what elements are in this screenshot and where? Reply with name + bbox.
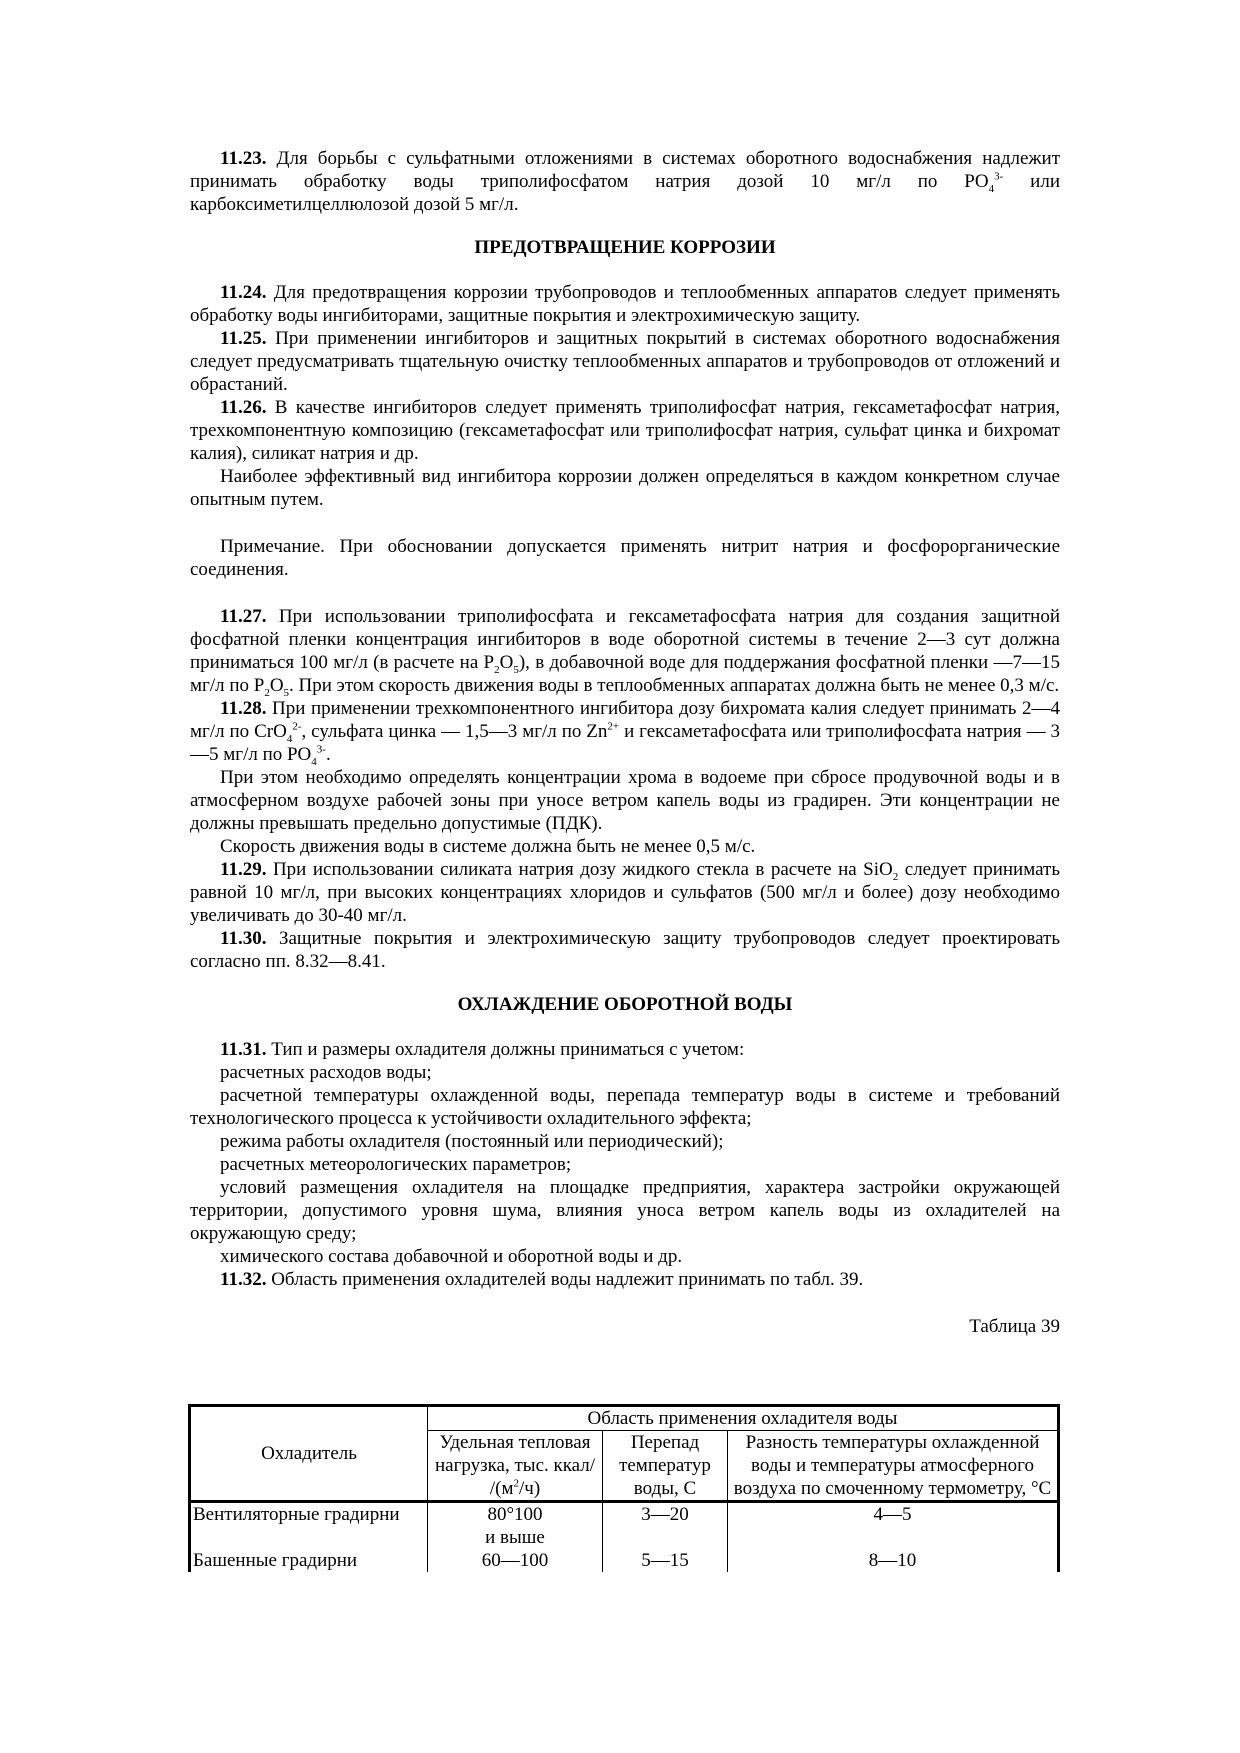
- cell-diff: 8—10: [728, 1549, 1059, 1572]
- list-item: химического состава добавочной и оборотной воды и др.: [220, 1246, 683, 1267]
- table-row: [190, 1502, 1059, 1550]
- list-item: условий размещения охладителя на площадке предприятия, характера застройки окружающей территории, допустимого уровня шума, влияния уноса ветром капель воды из охладителей на окружающую среду;: [190, 1177, 1060, 1244]
- table-row: [190, 1549, 1059, 1572]
- paragraph-11-30: 11.30. Защитные покрытия и электрохимическую защиту трубопроводов следует проектировать согласно пп. 8.32—8.41.: [190, 928, 1060, 972]
- paragraph-chrome: При этом необходимо определять концентрации хрома в водоеме при сбросе продувочной воды и в атмосферном воздухе рабочей зоны при уносе ветром капель воды из градирен. Эти концентрации не должны превышать предельно допустимые (ПДК).: [190, 767, 1060, 834]
- header-diff: Разность температуры охлажденной воды и температуры атмосферного воздуха по смоченному термометру, °С: [728, 1431, 1059, 1502]
- section-heading-cooling: ОХЛАЖДЕНИЕ ОБОРОТНОЙ ВОДЫ: [457, 994, 793, 1015]
- note: Примечание. При обосновании допускается применять нитрит натрия и фосфорорганические соединения.: [190, 536, 1060, 580]
- paragraph-11-24: 11.24. Для предотвращения коррозии трубопроводов и теплообменных аппаратов следует применять обработку воды ингибиторами, защитные покрытия и электрохимическую защиту.: [190, 282, 1060, 326]
- cell-name: Башенные градирни: [190, 1549, 428, 1572]
- cell-load: 60—100: [428, 1549, 603, 1572]
- paragraph-11-28: 11.28. При применении трехкомпонентного ингибитора дозу бихромата калия следует принимать 2—4 мг/л по CrO$_4^{2-}$, сульфата цинка — 1,5—3 мг/л по $Zn^{2+}$ и гексаметафосфата или триполифосфата натрия — 3—5 мг/л по $PO_4^{3-}$.: [190, 698, 1061, 768]
- paragraph-11-31: 11.31. Тип и размеры охладителя должны приниматься с учетом:: [220, 1039, 745, 1060]
- cell-diff: 4—5: [728, 1502, 1059, 1550]
- table-caption: Таблица 39: [969, 1316, 1060, 1337]
- paragraph-11-27: 11.27. При использовании триполифосфата и гексаметафосфата натрия для создания защитной фосфатной пленки концентрация ингибиторов в воде оборотной системы в течение 2—3 сут должна приниматься 100 мг/л (в расчете на $P_2O_5$), в добавочной воде для поддержания фосфатной пленки —7—15 мг/л по $P_2O_5$. При этом скорость движения воды в теплообменных аппаратах должна быть не менее 0,3 м/с.: [190, 606, 1060, 699]
- paragraph-11-29: 11.29. При использовании силиката натрия дозу жидкого стекла в расчете на SiO$_2$ следует принимать равной 10 мг/л, при высоких концентрациях хлоридов и сульфатов (500 мг/л и более) дозу необходимо увеличивать до 30-40 мг/л.: [190, 859, 1061, 926]
- section-heading-corrosion: ПРЕДОТВРАЩЕНИЕ КОРРОЗИИ: [474, 237, 776, 258]
- cooler-table: [188, 1404, 1060, 1572]
- header-cooler: Охладитель: [190, 1406, 428, 1502]
- document-page: [190, 147, 1060, 1338]
- paragraph-effective-inhibitor: Наиболее эффективный вид ингибитора коррозии должен определяться в каждом конкретном случае опытным путем.: [190, 466, 1060, 510]
- list-item: расчетных расходов воды;: [220, 1062, 432, 1083]
- list-item: расчетной температуры охлажденной воды, перепада температур воды в системе и требований технологического процесса к устойчивости охладительного эффекта;: [190, 1085, 1060, 1129]
- paragraph-11-32: 11.32. Область применения охладителей воды надлежит принимать по табл. 39.: [220, 1269, 864, 1290]
- cell-name: Вентиляторные градирни: [190, 1502, 428, 1550]
- paragraph-11-26: 11.26. В качестве ингибиторов следует применять триполифосфат натрия, гексаметафосфат натрия, трехкомпонентную композицию (гексаметафосфат или триполифосфат натрия, сульфат цинка и бихромат калия), силикат натрия и др.: [190, 397, 1060, 464]
- cell-drop: 3—20: [603, 1502, 728, 1550]
- paragraph-speed: Скорость движения воды в системе должна быть не менее 0,5 м/с.: [220, 836, 756, 857]
- cell-load: 80°100 и выше: [428, 1502, 603, 1550]
- list-item: режима работы охладителя (постоянный или периодический);: [220, 1131, 724, 1152]
- list-item: расчетных метеорологических параметров;: [220, 1154, 572, 1175]
- paragraph-11-25: 11.25. При применении ингибиторов и защитных покрытий в системах оборотного водоснабжения следует предусматривать тщательную очистку теплообменных аппаратов и трубопроводов от отложений и обрастаний.: [190, 328, 1060, 395]
- paragraph-11-23: 11.23. Для борьбы с сульфатными отложениями в системах оборотного водоснабжения надлежит принимать обработку воды триполифосфатом натрия дозой 10 мг/л по $PO_4^{3-}$ или карбоксиметилцеллюлозой дозой 5 мг/л.: [190, 148, 1061, 215]
- cell-drop: 5—15: [603, 1549, 728, 1572]
- header-drop: Перепад температур воды, С: [603, 1431, 728, 1502]
- header-load: Удельная тепловая нагрузка, тыс. ккал/ $/(м^2/ч)$: [428, 1431, 603, 1502]
- header-group: Область применения охладителя воды: [428, 1406, 1059, 1431]
